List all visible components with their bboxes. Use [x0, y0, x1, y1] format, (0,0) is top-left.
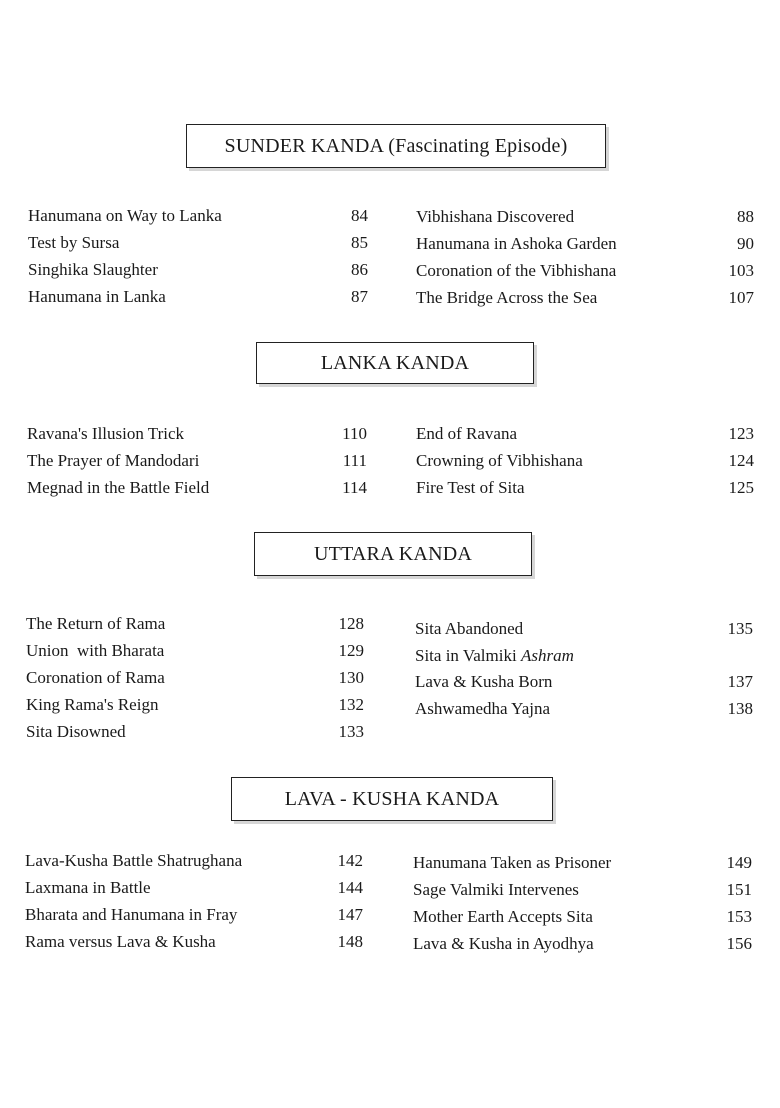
entry-page: 137	[727, 672, 753, 691]
entry-title: Hanumana in Ashoka Garden	[416, 234, 617, 253]
toc-entry[interactable]	[415, 668, 753, 695]
toc-column-left	[25, 847, 363, 955]
entry-page: 87	[351, 287, 368, 306]
toc-entry[interactable]	[28, 256, 368, 283]
toc-entry[interactable]	[28, 283, 368, 310]
entry-title: Hanumana in Lanka	[28, 287, 166, 306]
toc-entry[interactable]	[416, 474, 754, 501]
toc-entry[interactable]	[28, 229, 368, 256]
entry-title: End of Ravana	[416, 424, 518, 443]
entry-title: Bharata and Hanumana in Fray	[25, 905, 238, 924]
entry-title: Rama versus Lava & Kusha	[25, 932, 216, 951]
toc-entry[interactable]	[415, 695, 753, 722]
entry-page: 123	[728, 424, 754, 443]
entry-page: 153	[726, 907, 752, 926]
entry-title-italic: Ashram	[520, 646, 574, 665]
toc-column-left	[27, 420, 367, 501]
entry-title: Lava-Kusha Battle Shatrughana	[25, 851, 243, 870]
entry-page: 138	[727, 699, 753, 718]
entry-title: The Return of Rama	[26, 614, 166, 633]
toc-entry[interactable]	[25, 928, 363, 955]
toc-entry[interactable]	[413, 876, 752, 903]
entry-page: 151	[726, 880, 752, 899]
entry-title: King Rama's Reign	[26, 695, 159, 714]
entry-title: Hanumana on Way to Lanka	[28, 206, 222, 225]
toc-entry[interactable]	[26, 691, 364, 718]
entry-page: 84	[351, 206, 368, 225]
entry-page: 132	[338, 695, 364, 714]
toc-column-right	[416, 420, 754, 501]
entry-page: 133	[338, 722, 364, 741]
entry-page: 149	[726, 853, 752, 872]
toc-entry[interactable]	[25, 901, 363, 928]
toc-entry[interactable]	[26, 610, 364, 637]
toc-entry[interactable]	[416, 230, 754, 257]
entry-title: Ashwamedha Yajna	[415, 699, 551, 718]
entry-title: Sita Abandoned	[415, 619, 524, 638]
entry-title: Coronation of Rama	[26, 668, 165, 687]
toc-column-left	[26, 610, 364, 745]
toc-entry[interactable]	[26, 718, 364, 745]
entry-page: 88	[737, 207, 754, 226]
entry-title: Sita Disowned	[26, 722, 126, 741]
toc-column-right	[416, 203, 754, 311]
entry-title: Mother Earth Accepts Sita	[413, 907, 593, 926]
entry-title-text: Sita in Valmiki	[415, 646, 517, 665]
toc-column-left	[28, 202, 368, 310]
entry-page: 114	[342, 478, 367, 497]
entry-page: 111	[342, 451, 367, 470]
toc-entry[interactable]	[27, 447, 367, 474]
entry-title: Fire Test of Sita	[416, 478, 525, 497]
entry-title: Sage Valmiki Intervenes	[413, 880, 579, 899]
entry-title: Laxmana in Battle	[25, 878, 151, 897]
entry-page: 86	[351, 260, 368, 279]
entry-title: Crowning of Vibhishana	[416, 451, 583, 470]
toc-entry[interactable]	[413, 930, 752, 957]
entry-page: 135	[727, 619, 753, 638]
entry-page: 129	[338, 641, 364, 660]
toc-entry[interactable]	[415, 644, 753, 668]
toc-entry[interactable]	[26, 664, 364, 691]
section-title: UTTARA KANDA	[254, 532, 532, 576]
entry-title: Union with Bharata	[26, 641, 165, 660]
toc-entry[interactable]	[416, 257, 754, 284]
toc-entry[interactable]	[25, 874, 363, 901]
entry-title: Hanumana Taken as Prisoner	[413, 853, 612, 872]
entry-title: Coronation of the Vibhishana	[416, 261, 617, 280]
toc-entry[interactable]	[27, 474, 367, 501]
entry-title: The Bridge Across the Sea	[416, 288, 598, 307]
toc-entry[interactable]	[27, 420, 367, 447]
entry-page: 128	[338, 614, 364, 633]
toc-entry[interactable]	[416, 284, 754, 311]
toc-entry[interactable]	[25, 847, 363, 874]
entry-title: Lava & Kusha in Ayodhya	[413, 934, 594, 953]
entry-page: 107	[728, 288, 754, 307]
entry-page: 130	[338, 668, 364, 687]
entry-page: 124	[728, 451, 754, 470]
entry-title: Test by Sursa	[28, 233, 120, 252]
entry-title: Megnad in the Battle Field	[27, 478, 210, 497]
toc-entry[interactable]	[28, 202, 368, 229]
section-title: LAVA - KUSHA KANDA	[231, 777, 553, 821]
toc-entry[interactable]	[415, 615, 753, 644]
toc-column-right	[415, 615, 753, 722]
toc-entry[interactable]	[416, 203, 754, 230]
entry-title: Singhika Slaughter	[28, 260, 158, 279]
entry-page: 144	[337, 878, 363, 897]
entry-title	[415, 644, 574, 668]
entry-page: 142	[337, 851, 363, 870]
toc-entry[interactable]	[413, 903, 752, 930]
toc-entry[interactable]	[413, 849, 752, 876]
entry-title: Lava & Kusha Born	[415, 672, 553, 691]
entry-title: The Prayer of Mandodari	[27, 451, 200, 470]
toc-entry[interactable]	[416, 420, 754, 447]
entry-title: Vibhishana Discovered	[416, 207, 575, 226]
entry-page: 148	[337, 932, 363, 951]
entry-page: 110	[342, 424, 367, 443]
entry-page: 156	[726, 934, 752, 953]
toc-entry[interactable]	[416, 447, 754, 474]
section-title: SUNDER KANDA (Fascinating Episode)	[186, 124, 606, 168]
toc-column-right	[413, 849, 752, 957]
entry-title: Ravana's Illusion Trick	[27, 424, 185, 443]
entry-page: 125	[728, 478, 754, 497]
section-title: LANKA KANDA	[256, 342, 534, 384]
entry-page: 85	[351, 233, 368, 252]
entry-page: 90	[737, 234, 754, 253]
entry-page: 147	[337, 905, 363, 924]
entry-page: 103	[728, 261, 754, 280]
toc-entry[interactable]	[26, 637, 364, 664]
